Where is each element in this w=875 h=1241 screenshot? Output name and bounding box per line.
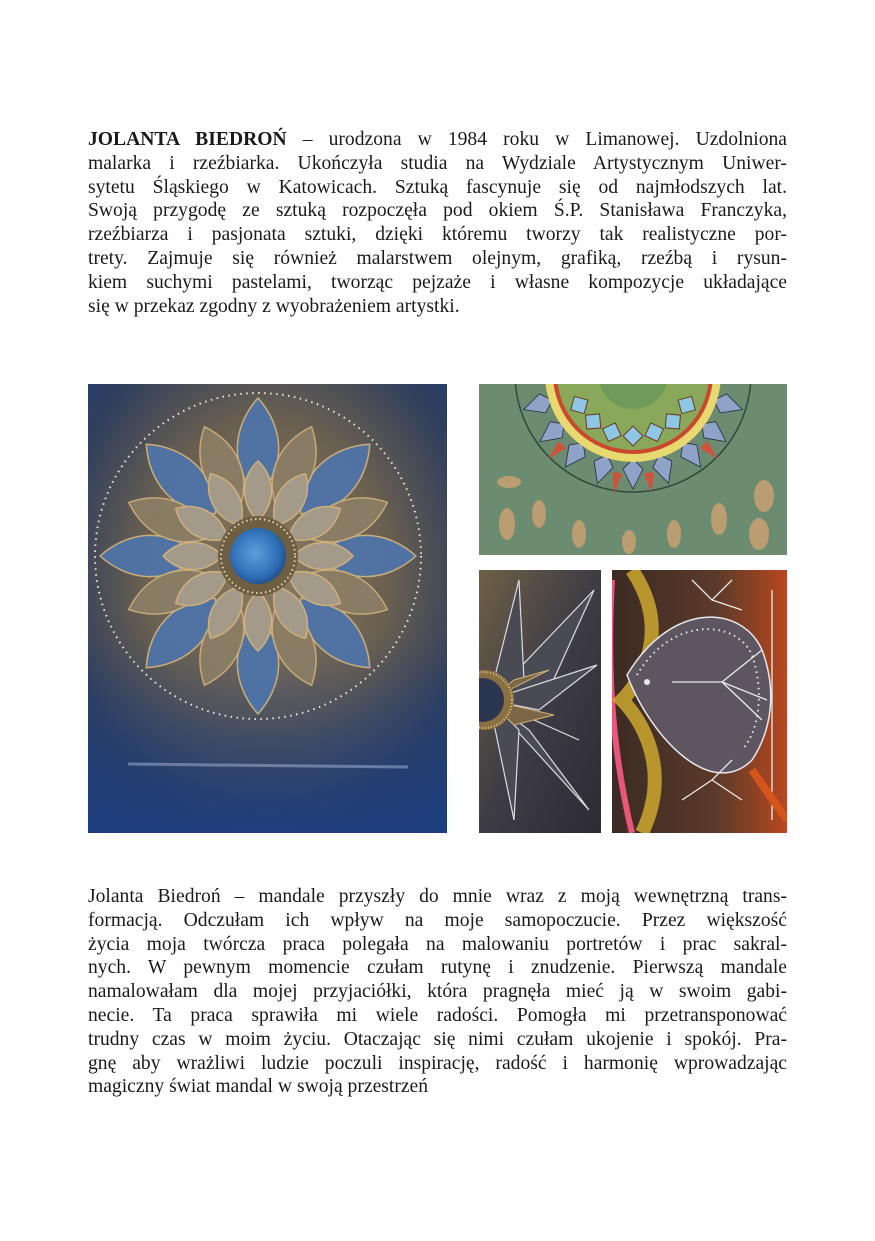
statement-line: życia moja twórcza praca polegała na malowaniu portretów i prac sakral- [88, 933, 787, 955]
statement-line: magiczny świat mandal w swoją przestrzeń [88, 1076, 429, 1098]
bio-line: sytetu Śląskiego w Katowicach. Sztuką fascynuje się od najmłodszych lat. [88, 176, 787, 198]
bio-line: malarka i rzeźbiarka. Ukończyła studia na Wydziale Artystycznym Uniwer- [88, 152, 787, 174]
artist-statement-paragraph [88, 885, 787, 1099]
artist-bio-paragraph [88, 128, 787, 318]
bio-line: rzeźbiarza i pasjonata sztuki, dzięki któremu tworzy tak realistyczne por- [88, 224, 787, 246]
statement-line: nych. W pewnym momencie czułam rutynę i znudzenie. Pierwszą mandale [88, 957, 787, 979]
bio-line: JOLANTA BIEDROŃ – urodzona w 1984 roku w Limanowej. Uzdolniona [88, 129, 787, 150]
red-gold-mandala-detail [612, 570, 787, 833]
statement-line: namalowałam dla mojej przyjaciółki, która pragnęła mieć ją w swoim gabi- [88, 981, 787, 1003]
statement-line: formacją. Odczułam ich wpływ na moje samopoczucie. Przez większość [88, 909, 787, 931]
statement-line: necie. Ta praca sprawiła mi wiele radości. Pomogła mi przetransponować [88, 1004, 787, 1026]
blue-mandala-painting [88, 384, 447, 833]
statement-line: trudny czas w moim życiu. Otaczając się nimi czułam ukojenie i spokój. Pra- [88, 1028, 787, 1050]
artist-name: JOLANTA BIEDROŃ [88, 129, 287, 150]
statement-line: gnę aby wrażliwi ludzie poczuli inspirację, radość i harmonię wprowadzając [88, 1052, 787, 1074]
dark-flower-mandala-detail [479, 570, 601, 833]
bio-line: kiem suchymi pastelami, tworząc pejzaże i własne kompozycje układające [88, 271, 787, 293]
bio-line: Swoją przygodę ze sztuką rozpoczęła pod okiem Ś.P. Stanisława Franczyka, [88, 200, 787, 222]
green-mandala-painting [479, 384, 787, 555]
bio-line: trety. Zajmuje się również malarstwem olejnym, grafiką, rzeźbą i rysun- [88, 247, 787, 269]
bio-line: się w przekaz zgodny z wyobrażeniem artystki. [88, 295, 460, 317]
statement-line: Jolanta Biedroń – mandale przyszły do mnie wraz z moją wewnętrzną trans- [88, 886, 787, 907]
